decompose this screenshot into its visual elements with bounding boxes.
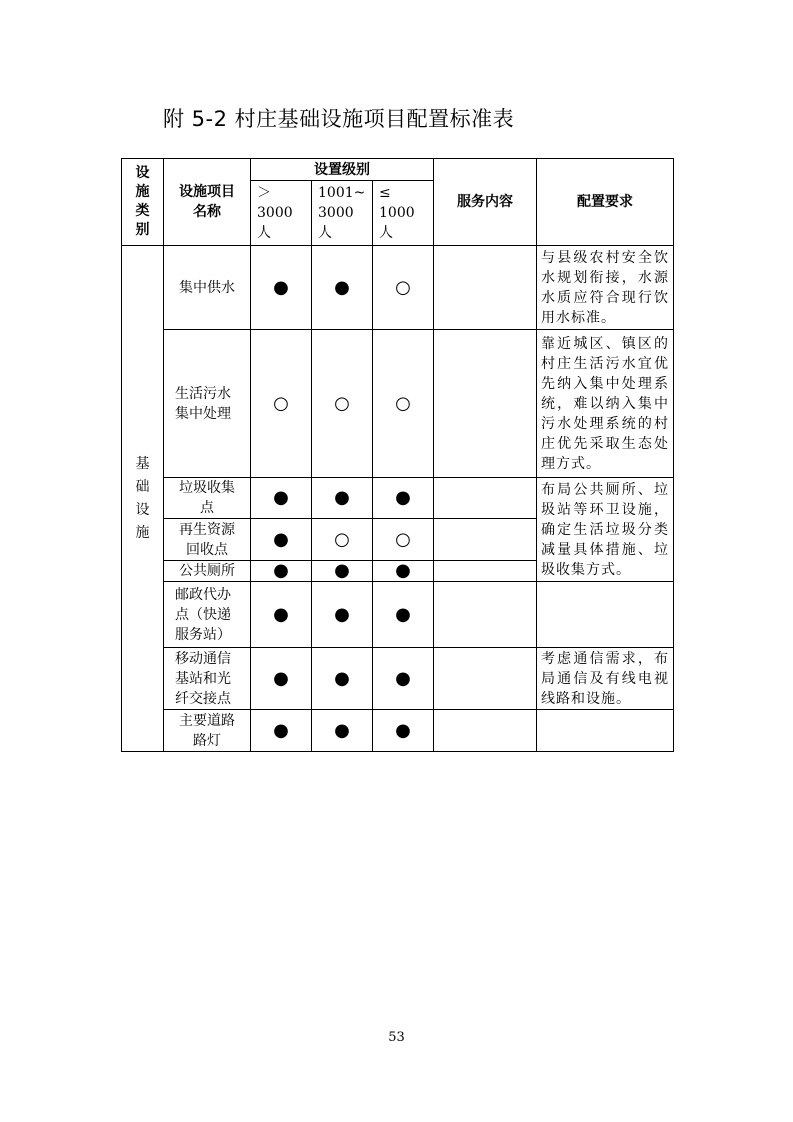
header-service: 服务内容 bbox=[434, 159, 537, 246]
mark-cell: ● bbox=[251, 710, 312, 752]
requirement-cell: 布局公共厕所、垃圾站等环卫设施，确定生活垃圾分类减量具体措施、垃圾收集方式。 bbox=[537, 478, 674, 582]
mark-cell: ● bbox=[373, 561, 434, 582]
mark-cell: ○ bbox=[312, 519, 373, 561]
requirement-cell: 考虑通信需求，布局通信及有线电视线路和设施。 bbox=[537, 648, 674, 710]
header-row bbox=[122, 159, 674, 181]
mark-cell: ● bbox=[312, 648, 373, 710]
mark-cell: ● bbox=[251, 519, 312, 561]
mark-cell: ○ bbox=[373, 519, 434, 561]
mark-cell: ○ bbox=[373, 330, 434, 478]
requirement-cell bbox=[537, 710, 674, 752]
mark-cell: ○ bbox=[312, 330, 373, 478]
mark-cell: ● bbox=[373, 478, 434, 519]
mark-cell: ● bbox=[312, 582, 373, 648]
service-cell bbox=[434, 710, 537, 752]
service-cell bbox=[434, 478, 537, 519]
service-cell bbox=[434, 648, 537, 710]
mark-cell: ● bbox=[373, 648, 434, 710]
header-category: 设施类别 bbox=[122, 159, 164, 246]
mark-cell: ● bbox=[373, 710, 434, 752]
requirement-cell bbox=[537, 582, 674, 648]
item-name: 垃圾收集点 bbox=[164, 478, 251, 519]
level-under-1000: ≤ 1000 人 bbox=[373, 181, 434, 246]
page-title: 附 5-2 村庄基础设施项目配置标准表 bbox=[163, 107, 515, 131]
service-cell bbox=[434, 582, 537, 648]
requirement-cell: 与县级农村安全饮水规划衔接，水源水质应符合现行饮用水标准。 bbox=[537, 246, 674, 330]
service-cell bbox=[434, 561, 537, 582]
service-cell bbox=[434, 246, 537, 330]
item-name: 公共厕所 bbox=[164, 561, 251, 582]
table-row bbox=[122, 330, 674, 478]
config-table bbox=[121, 158, 674, 752]
item-name: 生活污水集中处理 bbox=[164, 330, 251, 478]
mark-cell: ● bbox=[251, 648, 312, 710]
mark-cell: ● bbox=[251, 478, 312, 519]
header-requirement: 配置要求 bbox=[537, 159, 674, 246]
item-name: 再生资源回收点 bbox=[164, 519, 251, 561]
page-number: 53 bbox=[388, 1030, 405, 1045]
mark-cell: ● bbox=[251, 561, 312, 582]
item-name: 邮政代办点（快递服务站） bbox=[164, 582, 251, 648]
item-name: 主要道路路灯 bbox=[164, 710, 251, 752]
level-1001-3000: 1001~ 3000 人 bbox=[312, 181, 373, 246]
item-name: 集中供水 bbox=[164, 246, 251, 330]
mark-cell: ● bbox=[312, 561, 373, 582]
mark-cell: ● bbox=[312, 710, 373, 752]
table-row bbox=[122, 246, 674, 330]
header-item: 设施项目名称 bbox=[164, 159, 251, 246]
mark-cell: ● bbox=[312, 246, 373, 330]
table-row bbox=[122, 710, 674, 752]
service-cell bbox=[434, 519, 537, 561]
level-over-3000: ＞ 3000 人 bbox=[251, 181, 312, 246]
item-name: 移动通信基站和光纤交接点 bbox=[164, 648, 251, 710]
table-row bbox=[122, 648, 674, 710]
service-cell bbox=[434, 330, 537, 478]
mark-cell: ○ bbox=[251, 330, 312, 478]
mark-cell: ● bbox=[312, 478, 373, 519]
mark-cell: ● bbox=[251, 246, 312, 330]
mark-cell: ○ bbox=[373, 246, 434, 330]
mark-cell: ● bbox=[251, 582, 312, 648]
table-row bbox=[122, 478, 674, 519]
table-row bbox=[122, 582, 674, 648]
requirement-cell: 靠近城区、镇区的村庄生活污水宜优先纳入集中处理系统，难以纳入集中污水处理系统的村庄优先采取生态处理方式。 bbox=[537, 330, 674, 478]
mark-cell: ● bbox=[373, 582, 434, 648]
header-level: 设置级别 bbox=[251, 159, 434, 181]
category-cell: 基础设施 bbox=[122, 246, 164, 752]
